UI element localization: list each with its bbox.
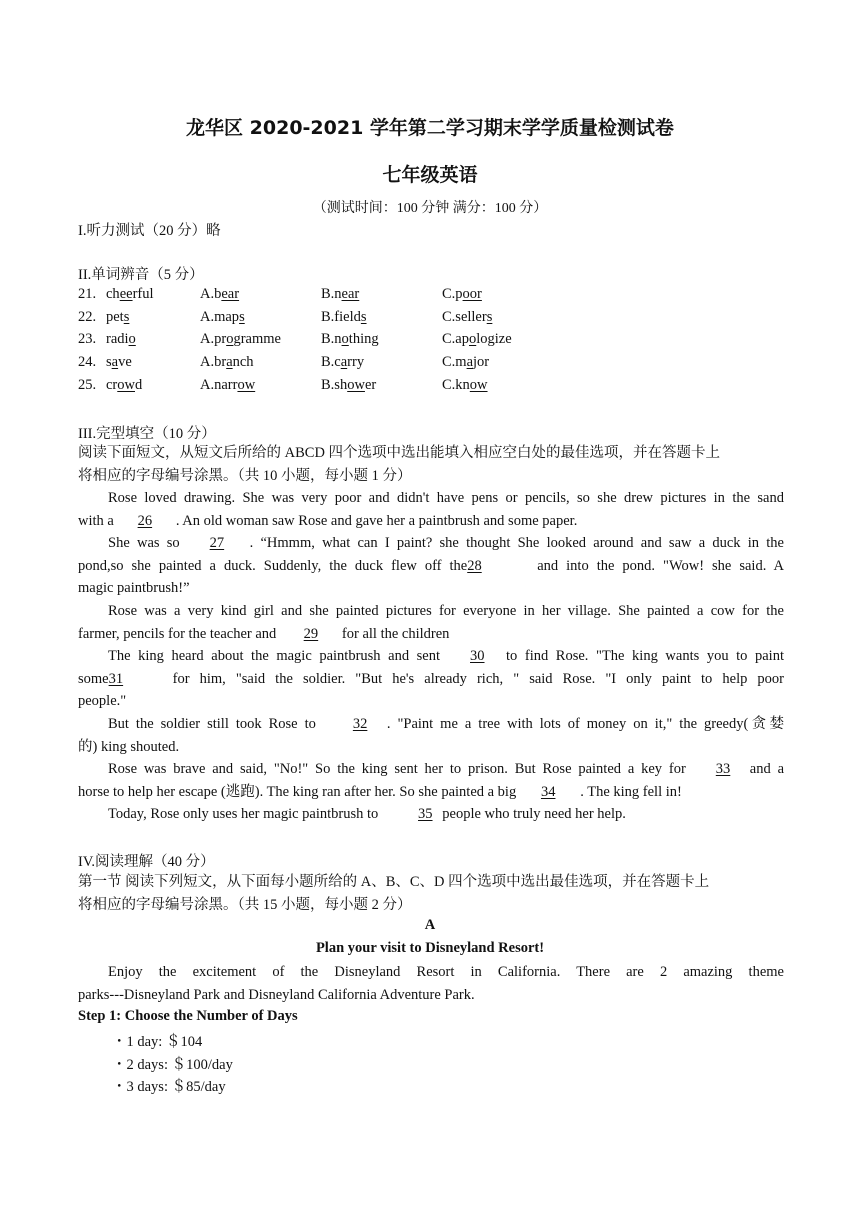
target-word: save — [106, 354, 132, 370]
option-a: A.bear — [200, 286, 240, 302]
price-item: ・3 days: ＄85/day — [112, 1079, 226, 1095]
section-listening: I.听力测试（20 分）略 — [78, 223, 221, 239]
cloze-line: Rose loved drawing. She was very poor and didn't have pens or pencils, so she drew pictures in the sand — [108, 490, 784, 506]
exam-subtitle: 七年级英语 — [382, 164, 478, 186]
section-reading-heading: IV.阅读理解（40 分） — [78, 854, 215, 870]
cloze-line: But the soldier still took Rose to 32 . "Paint me a tree with lots of money on it," the greedy(贪婪 — [78, 713, 784, 736]
cloze-line: horse to help her escape (逃跑). The king ran after her. So she painted a big 34 . The king fell in! — [78, 781, 784, 804]
option-a: A.maps — [200, 309, 245, 325]
target-word: pets — [106, 309, 130, 325]
option-b: B.shower — [321, 377, 377, 393]
item-number: 25. — [78, 377, 97, 393]
option-b: B.nothing — [321, 331, 379, 347]
cloze-line: magic paintbrush!” — [78, 580, 190, 597]
passage-label: A — [424, 917, 436, 933]
cloze-line: people." — [78, 693, 127, 710]
option-c: C.know — [442, 377, 488, 393]
item-number: 23. — [78, 331, 97, 347]
option-c: C.major — [442, 354, 490, 370]
blank-27: 27 — [209, 535, 225, 552]
cloze-line: Rose was a very kind girl and she painted pictures for everyone in her village. She painted a cow for the — [108, 602, 784, 619]
price-item: ・2 days: ＄100/day — [112, 1057, 233, 1073]
section-phonetics-heading: II.单词辨音（5 分） — [78, 267, 204, 283]
cloze-line: pond,so she painted a duck. Suddenly, the duck flew off the28 and into the pond. "Wow! she said. A — [78, 555, 784, 578]
exam-title: 龙华区 2020-2021 学年第二学习期末学学质量检测试卷 — [186, 117, 674, 139]
blank-34: 34 — [540, 783, 556, 800]
option-a: A.programme — [200, 331, 281, 347]
passage-title: Plan your visit to Disneyland Resort! — [315, 940, 545, 956]
reading-instructions: 第一节 阅读下列短文，从下面每小题所给的 A、B、C、D 四个选项中选出最佳选项，并在答题卡上 将相应的字母编号涂黑。（共 15 小题，每小题 2 分） — [78, 874, 710, 913]
option-a: A.branch — [200, 354, 254, 370]
step1-heading: Step 1: Choose the Number of Days — [78, 1008, 298, 1024]
section-cloze-heading: III.完型填空（10 分） — [78, 426, 216, 442]
cloze-line: 的) king shouted. — [78, 738, 180, 755]
blank-33: 33 — [715, 761, 731, 778]
cloze-line: some31 for him, "said the soldier. "But he's already rich, " said Rose. "I only paint to help poor — [78, 668, 784, 691]
exam-info: （测试时间：100 分钟 满分：100 分） — [312, 201, 548, 216]
cloze-line: Rose was brave and said, "No!" So the king sent her to prison. But Rose painted a key for 33 and a — [78, 758, 784, 781]
blank-28: 28 — [467, 557, 482, 574]
target-word: radio — [106, 331, 136, 347]
passage-intro: Enjoy the excitement of the Disneyland Resort in California. There are 2 amazing theme parks---Disneyland Park and Disneyland California Adventure Park. — [78, 964, 784, 1003]
option-a: A.narrow — [200, 377, 256, 393]
option-b: B.carry — [321, 354, 365, 370]
option-b: B.fields — [321, 309, 367, 325]
item-number: 24. — [78, 354, 97, 370]
cloze-line: Today, Rose only uses her magic paintbrush to 35 people who truly need her help. — [78, 803, 784, 826]
cloze-passage — [78, 487, 784, 826]
blank-32: 32 — [352, 715, 368, 732]
blank-35: 35 — [418, 806, 433, 823]
cloze-line: She was so 27 . “Hmmm, what can I paint? she thought She looked around and saw a duck in the — [78, 532, 784, 555]
blank-31: 31 — [108, 670, 124, 687]
blank-29: 29 — [303, 625, 319, 642]
option-c: C.apologize — [442, 331, 512, 347]
option-b: B.near — [321, 286, 360, 302]
item-number: 22. — [78, 309, 97, 325]
cloze-line: with a 26 . An old woman saw Rose and gave her a paintbrush and some paper. — [78, 510, 784, 533]
blank-30: 30 — [470, 648, 485, 665]
cloze-instructions: 阅读下面短文，从短文后所给的 ABCD 四个选项中选出能填入相应空白处的最佳选项，并在答题卡上 将相应的字母编号涂黑。（共 10 小题，每小题 1 分） — [78, 445, 721, 484]
cloze-line: The king heard about the magic paintbrush and sent 30 to find Rose. "The king wants you to paint — [78, 645, 784, 668]
target-word: crowd — [106, 377, 143, 393]
blank-26: 26 — [137, 512, 153, 529]
price-item: ・1 day: ＄104 — [112, 1034, 203, 1050]
target-word: cheerful — [106, 286, 154, 302]
item-number: 21. — [78, 286, 97, 302]
cloze-line: farmer, pencils for the teacher and 29 for all the children — [78, 623, 784, 646]
option-c: C.sellers — [442, 309, 493, 325]
option-c: C.poor — [442, 286, 482, 302]
